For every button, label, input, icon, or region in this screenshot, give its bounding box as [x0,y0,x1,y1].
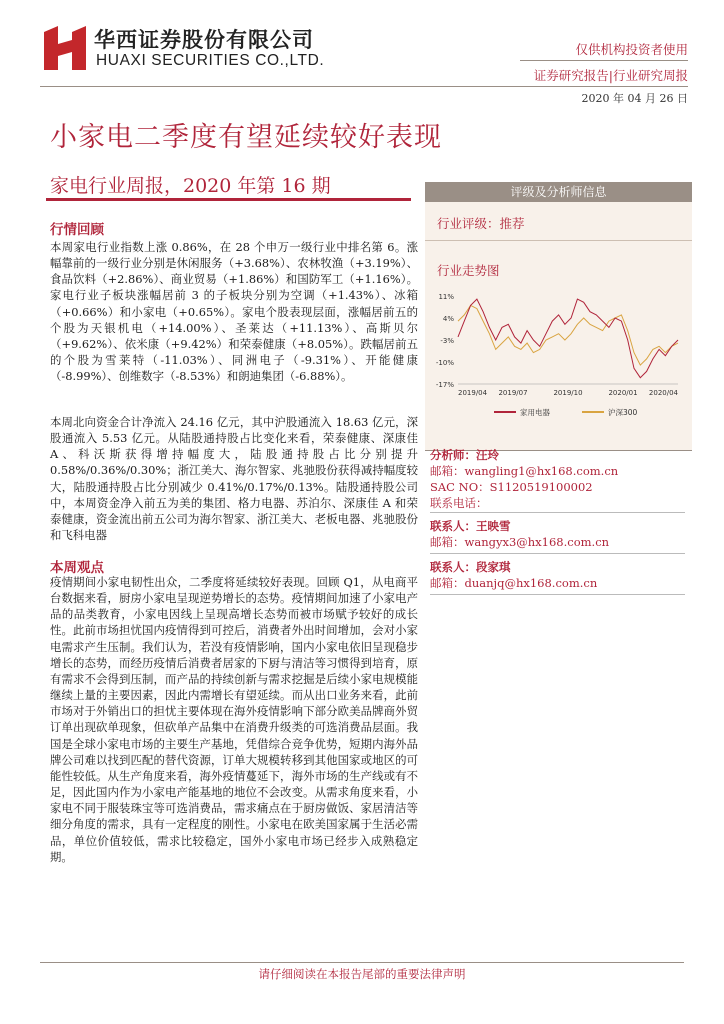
market-review-paragraph-1: 本周家电行业指数上涨 0.86%，在 28 个申万一级行业中排名第 6。涨幅靠前的一级行业分别是休闲服务（+3.68%）、农林牧渔（+3.19%）、食品饮料（+2.86%）、商业贸易（+1.86%）和国防军工（+1.16%）。家电行业子板块涨幅居前 3 的子板块分别为空调（+1.43%）、冰箱（+0.66%）和小家电（+0.65%）。家电个股表现层面，涨幅居前五的个股为天银机电（+14.00%）、圣莱达（+11.13%）、高斯贝尔（+9.62%）、依米康（+9.42%）和荣泰健康（+8.05%）。跌幅居前五的个股为雪莱特（-11.03%）、同洲电子（-9.31%）、开能健康（-8.99%）、创维数字（-8.53%）和朗迪集团（-6.88%）。 [50,240,418,384]
market-review-heading: 行情回顾 [50,222,104,238]
industry-trend-chart [432,286,684,426]
analyst-divider-3 [430,594,685,595]
footer-rule [40,962,684,963]
panel-divider [425,240,692,241]
legend-label: 沪深300 [608,408,638,417]
y-tick-label: 4% [442,315,454,323]
header-divider [520,60,688,61]
disclaimer-text: 仅供机构投资者使用 [575,42,688,57]
industry-rating: 行业评级：推荐 [437,216,525,231]
company-name-en: HUAXI SECURITIES CO.,LTD. [96,52,325,69]
x-tick-label: 2020/01 [608,389,638,397]
x-tick-label: 2019/04 [458,389,488,397]
y-tick-label: 11% [438,293,454,301]
analyst-block-3 [430,559,597,591]
legend-label: 家用电器 [520,408,550,417]
subtitle-underline [46,198,411,201]
report-title: 小家电二季度有望延续较好表现 [50,122,442,153]
contact-name: 王映雪 [476,519,511,533]
y-tick-label: -17% [435,381,454,389]
analyst-block-2 [430,518,609,550]
x-tick-label: 2020/04 [648,389,678,397]
contact-name: 段家琪 [476,560,511,574]
analyst-block-1 [430,447,618,511]
report-subtitle: 家电行业周报，2020 年第 16 期 [50,175,331,197]
analyst-name: 汪玲 [476,448,499,462]
viewpoint-paragraph: 疫情期间小家电韧性出众，二季度将延续较好表现。回顾 Q1，从电商平台数据来看，厨房小家电呈现逆势增长的态势。疫情期间加速了小家电产品的品类教育，小家电因线上呈现高增长态势而被市场赋予较好的成长性。此前市场担忧国内疫情得到可控后，消费者外出时间增加，会对小家电需求产生压制。我们认为，若没有疫情影响，国内小家电依旧呈现稳步增长的态势，而经历疫情后消费者居家的下厨与清洁等习惯得到培育，原有需求不会得到压制，而产品的持续创新与需求挖掘是后续小家电规模能继续上量的主要因素，因此内需增长有望延续。而从出口业务来看，此前市场对于外销出口的担忧主要体现在海外疫情影响下部分欧美品牌商外贸订单出现砍单现象，但砍单产品集中在消费升级类的可选消费品层面。我国是全球小家电市场的主要生产基地，凭借综合竞争优势，短期内海外品牌公司难以找到匹配的替代资源，订单大规模转移到其他国家或地区的可能性较低。从生产角度来看，海外疫情蔓延下，海外市场的生产线或有不足，因此国内作为小家电产能基地的地位不会改变。从需求角度来看，小家电不同于服装珠宝等可选消费品，需求痛点在于厨房做饭、家居清洁等细分角度的需求，具有一定程度的刚性。小家电在欧美国家属于生活必需品，单位价值较低，需求比较稳定，国外小家电市场已经步入成熟稳定期。 [50,575,418,864]
series-line-沪深300 [458,305,678,365]
x-tick-label: 2019/10 [553,389,583,397]
market-review-paragraph-2: 本周北向资金合计净流入 24.16 亿元，其中沪股通流入 18.63 亿元，深股通流入 5.53 亿元。从陆股通持股占比变化来看，荣泰健康、深康佳 A、科沃斯获得增持幅度大，陆股通持股占比分别提升 0.58%/0.36%/0.30%；浙江美大、海尔智家、兆驰股份获得减持幅度较大，陆股通持股占比分别减少 0.41%/0.17%/0.13%。陆股通持股公司中，本周资金净入前五为美的集团、格力电器、苏泊尔、深康佳 A 和荣泰健康，资金流出前五公司为海尔智家、浙江美大、老板电器、兆驰股份和飞科电器 [50,415,418,543]
analyst-divider-1 [430,512,685,513]
analyst-role: 分析师： [430,448,476,462]
huaxi-logo-icon [44,26,86,70]
contact-email[interactable]: 邮箱：wangyx3@hx168.com.cn [430,535,610,549]
header-rule [40,86,688,87]
contact-role: 联系人： [430,519,476,533]
contact-email[interactable]: 邮箱：duanjq@hx168.com.cn [430,576,598,590]
legal-notice: 请仔细阅读在本报告尾部的重要法律声明 [258,967,466,981]
analyst-phone: 联系电话： [430,496,488,510]
rating-panel-heading: 评级及分析师信息 [425,182,692,202]
contact-role: 联系人： [430,560,476,574]
trend-chart-label: 行业走势图 [437,263,500,278]
y-tick-label: -10% [435,359,454,367]
company-name-cn: 华西证券股份有限公司 [94,28,314,52]
analyst-sac: SAC NO：S1120519100002 [430,480,593,494]
y-tick-label: -3% [440,337,454,345]
analyst-divider-2 [430,553,685,554]
analyst-email[interactable]: 邮箱：wangling1@hx168.com.cn [430,464,619,478]
report-date: 2020 年 04 月 26 日 [581,92,688,105]
x-tick-label: 2019/07 [498,389,528,397]
report-type: 证券研究报告|行业研究周报 [533,68,688,83]
viewpoint-heading: 本周观点 [50,560,104,576]
